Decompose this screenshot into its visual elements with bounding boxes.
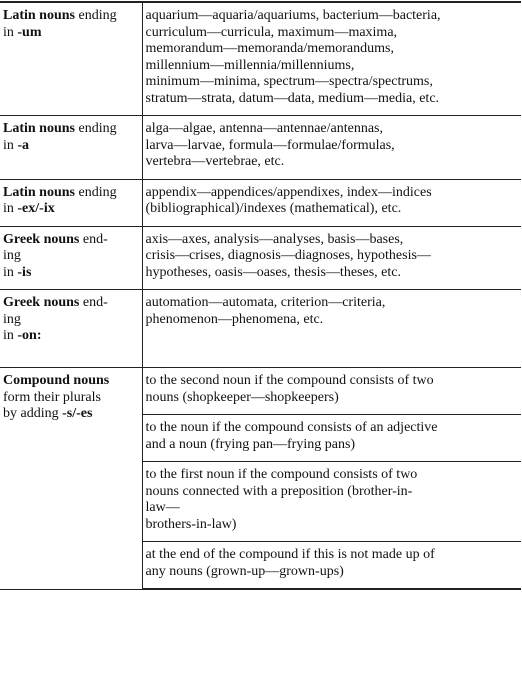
compound-suffix: -s/-es [62,406,93,421]
category-title: Greek nouns [3,231,80,247]
category-suffix: -on: [17,328,42,343]
examples-cell: automation—automata, criterion—criteria, phenomenon—phenomena, etc. [142,290,521,368]
category-text: end- ing in [3,295,108,343]
category-suffix: -ex/-ix [17,201,55,216]
category-text: end- ing in [3,231,108,280]
category-suffix: -a [17,137,30,153]
compound-rule-cell: to the second noun if the compound consists of two nouns (shopkeeper—shopkeepers) [142,368,521,415]
examples-cell: aquarium—aquaria/aquariums, bacterium—bacteria, curriculum—curricula, maximum—maxima, memorandum—memoranda/memorandums, millennium—millennia/millenniums, minimum—minima, spectrum—spectra/spectrums, stratum—strata, datum—data, medium—media, etc. [142,2,521,116]
category-cell [0,2,142,116]
table-row [0,368,521,415]
compound-text: form their plurals by adding [3,389,101,421]
table-row [0,179,521,226]
category-text: ending in [3,121,117,153]
category-title: Latin nouns [3,184,75,200]
category-title: Greek nouns [3,295,80,310]
compound-category-cell [0,368,142,590]
category-title: Latin nouns [3,121,75,136]
category-cell [0,290,142,368]
category-text: ending in [3,8,117,40]
table-row [0,226,521,290]
category-suffix: -um [17,24,42,40]
table-row [0,2,521,116]
table-row [0,116,521,180]
category-cell [0,226,142,290]
examples-cell: axis—axes, analysis—analyses, basis—bases, crisis—crises, diagnosis—diagnoses, hypothesis— hypotheses, oasis—oases, thesis—theses, etc. [142,226,521,290]
table-row [0,290,521,368]
plural-rules-table [0,1,521,590]
category-cell [0,116,142,180]
category-title: Latin nouns [3,8,75,23]
category-text: ending in [3,184,117,216]
category-suffix: -is [17,264,32,280]
examples-cell: alga—algae, antenna—antennae/antennas, larva—larvae, formula—formulae/formulas, vertebra—vertebrae, etc. [142,116,521,180]
category-cell [0,179,142,226]
compound-title: Compound nouns [3,373,110,388]
compound-rule-cell: at the end of the compound if this is not made up of any nouns (grown-up—grown-ups) [142,542,521,590]
compound-rule-cell: to the noun if the compound consists of an adjective and a noun (frying pan—frying pans) [142,415,521,462]
compound-rule-cell: to the first noun if the compound consists of two nouns connected with a preposition (brother-in- law— brothers-in-law) [142,462,521,542]
examples-cell: appendix—appendices/appendixes, index—indices (bibliographical)/indexes (mathematical), etc. [142,179,521,226]
